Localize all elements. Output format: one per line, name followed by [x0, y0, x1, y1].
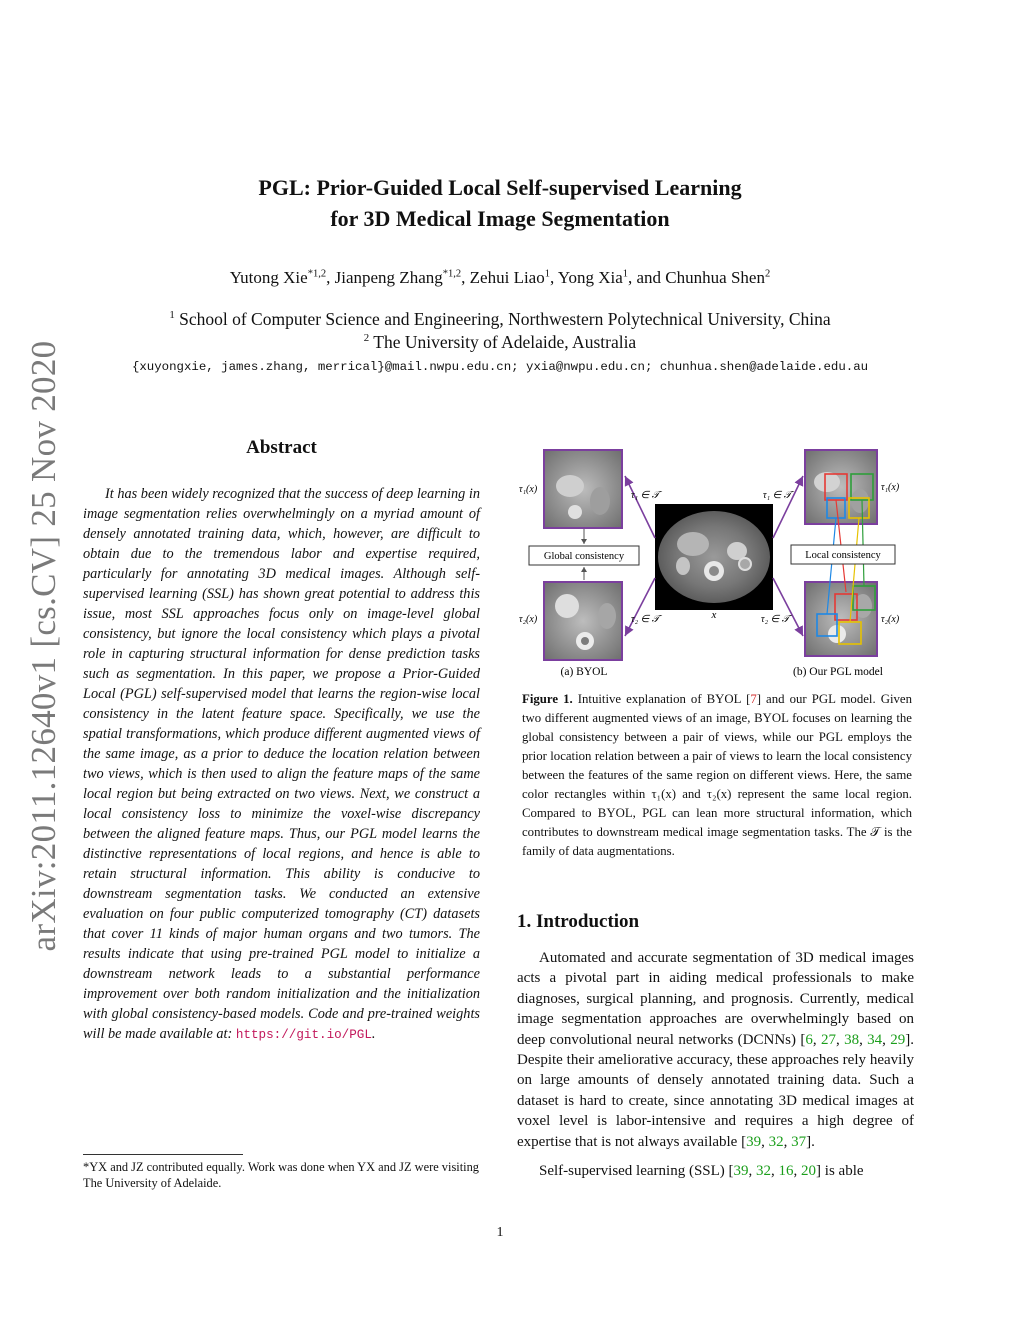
citation-link[interactable]: 7: [750, 692, 757, 706]
byol-view-2: [544, 582, 622, 660]
ct-scan-image: [655, 504, 773, 610]
citation-link[interactable]: 16: [778, 1163, 794, 1180]
tau2-label-right: τ₂(x): [881, 614, 900, 625]
paper-title: PGL: Prior-Guided Local Self-supervised Learning for 3D Medical Image Segmentation: [258, 175, 742, 231]
tau2-in-T-right: τ₂ ∈ 𝒯: [761, 614, 790, 625]
citation-link[interactable]: 38: [844, 1031, 860, 1048]
citation-link[interactable]: 32: [768, 1133, 784, 1150]
tau1-label-left: τ₁(x): [519, 484, 538, 495]
citation-link[interactable]: 32: [756, 1163, 772, 1180]
page-number: 1: [496, 1225, 504, 1240]
code-link[interactable]: https://git.io/PGL: [235, 1028, 372, 1042]
figure-1-caption: Figure 1. Intuitive explanation of BYOL [7] and our PGL model. Given two different augmented views of an image, BYOL focuses on learning the global consistency between a pair of views, while our PGL employs the prior location relation between a pair of views to learn the local consistency between the features of the same region on different views. Here, the same color rectangles within τ₁(x) and τ₂(x) represent the same local region. Compared to BYOL, PGL can lean more structural information, which contributes to downstream medical image segmentation tasks. The 𝒯 is the family of data augmentations.: [522, 692, 912, 858]
citation-link[interactable]: 34: [867, 1031, 883, 1048]
subcaption-pgl: (b) Our PGL model: [793, 666, 883, 678]
citation-link[interactable]: 27: [820, 1031, 836, 1048]
pgl-view-1: [805, 450, 877, 524]
tau1-in-T-left: τ₁ ∈ 𝒯: [631, 490, 660, 501]
affiliation-1: $^1$ School of Computer Science and Engineering, Northwestern Polytechnical University, China: [169, 309, 831, 329]
pgl-view-2: [805, 582, 877, 656]
tau1-label-right: τ₁(x): [881, 482, 900, 493]
abstract-heading: Abstract: [246, 437, 317, 458]
author-emails: {xuyongxie, james.zhang, merrical}@mail.nwpu.edu.cn; yxia@nwpu.edu.cn; chunhua.shen@adelaide.edu.au: [131, 360, 869, 374]
introduction-body: [517, 948, 914, 1190]
figure-1-diagram: [515, 446, 912, 686]
abstract-body: It has been widely recognized that the success of deep learning in image segmentation relies overwhelmingly on a myriad amount of densely annotated training data, which, however, are difficult to obtain due to the tremendous labor and expertise required, particularly for annotating 3D medical images. Although self-supervised learning (SSL) has shown great potential to address this issue, most SSL approaches focus only on image-level global consistency, but ignore the local consistency which plays a pivotal role in capturing structural information for dense prediction tasks such as segmentation. In this paper, we propose a Prior-Guided Local (PGL) self-supervised model that learns the region-wise local consistency in the latent feature space. Specifically, we use the spatial transformations, which produce different augmented views of the same image, as a prior to deduce the location relation between two views, which is then used to align the feature maps of the same local region but being extracted on two views. Next, we construct a local consistency loss to minimize the voxel-wise discrepancy between the aligned feature maps. Thus, our PGL model learns the distinctive representations of local regions, and hence is able to retain structural information. This ability is conducive to downstream segmentation tasks. We conducted an extensive evaluation on four public computerized tomography (CT) datasets that cover 11 kinds of major human organs and two tumors. The results indicate that using pre-trained PGL model to initialize a downstream network leads to a substantial performance improvement over both random initialization and the initialization with global consistency-based models. Code and pre-trained weights will be made available at: https://git.io/PGL.: [83, 486, 480, 1042]
citation-link[interactable]: 29: [890, 1031, 906, 1048]
global-consistency-label: Global consistency: [543, 551, 625, 562]
section-heading-introduction: 1. Introduction: [517, 911, 640, 932]
local-consistency-label: Local consistency: [805, 550, 881, 561]
citation-link[interactable]: 39: [733, 1163, 749, 1180]
tau2-in-T-left: τ₂ ∈ 𝒯: [631, 614, 660, 625]
intro-paragraph-1: Automated and accurate segmentation of 3D medical images acts a pivotal part in aiding medical professionals to make diagnoses, surgical planning, and prognosis. Currently, medical image segmentation approaches are overwhelmingly based on deep convolutional neural networks (DCNNs) [6, 27, 38, 34, 29]. Despite their ameliorative accuracy, these approaches rely heavily on large amounts of densely annotated training data. Such a dataset is hard to create, since annotating 3D medical images at voxel level is labor-intensive and requires a high degree of expertise that is not always available [39, 32, 37].: [517, 950, 915, 1150]
citation-link[interactable]: 6: [805, 1031, 813, 1048]
affiliation-2: $^2$ The University of Adelaide, Australia: [363, 332, 637, 352]
footnote: *YX and JZ contributed equally. Work was done when YX and JZ were visiting The University of Adelaide.: [83, 1160, 479, 1190]
tau1-in-T-right: τ₁ ∈ 𝒯: [763, 490, 792, 501]
citation-link[interactable]: 20: [801, 1163, 817, 1180]
arxiv-stamp: arXiv:2011.12640v1 [cs.CV] 25 Nov 2020: [24, 340, 63, 952]
citation-link[interactable]: 37: [791, 1133, 807, 1150]
citation-link[interactable]: 39: [746, 1133, 762, 1150]
x-label: x: [711, 609, 717, 621]
author-list: Yutong Xie$^{*1,2}$, Jianpeng Zhang$^{*1,2}$, Zehui Liao$^1$, Yong Xia$^1$, and Chunhua Shen$^2$: [229, 268, 771, 287]
byol-view-1: [544, 450, 622, 528]
subcaption-byol: (a) BYOL: [560, 666, 608, 678]
intro-paragraph-2: Self-supervised learning (SSL) [39, 32, 16, 20] is able: [539, 1163, 864, 1180]
footnote-divider: [83, 1154, 243, 1155]
tau2-label-left: τ₂(x): [519, 614, 538, 625]
